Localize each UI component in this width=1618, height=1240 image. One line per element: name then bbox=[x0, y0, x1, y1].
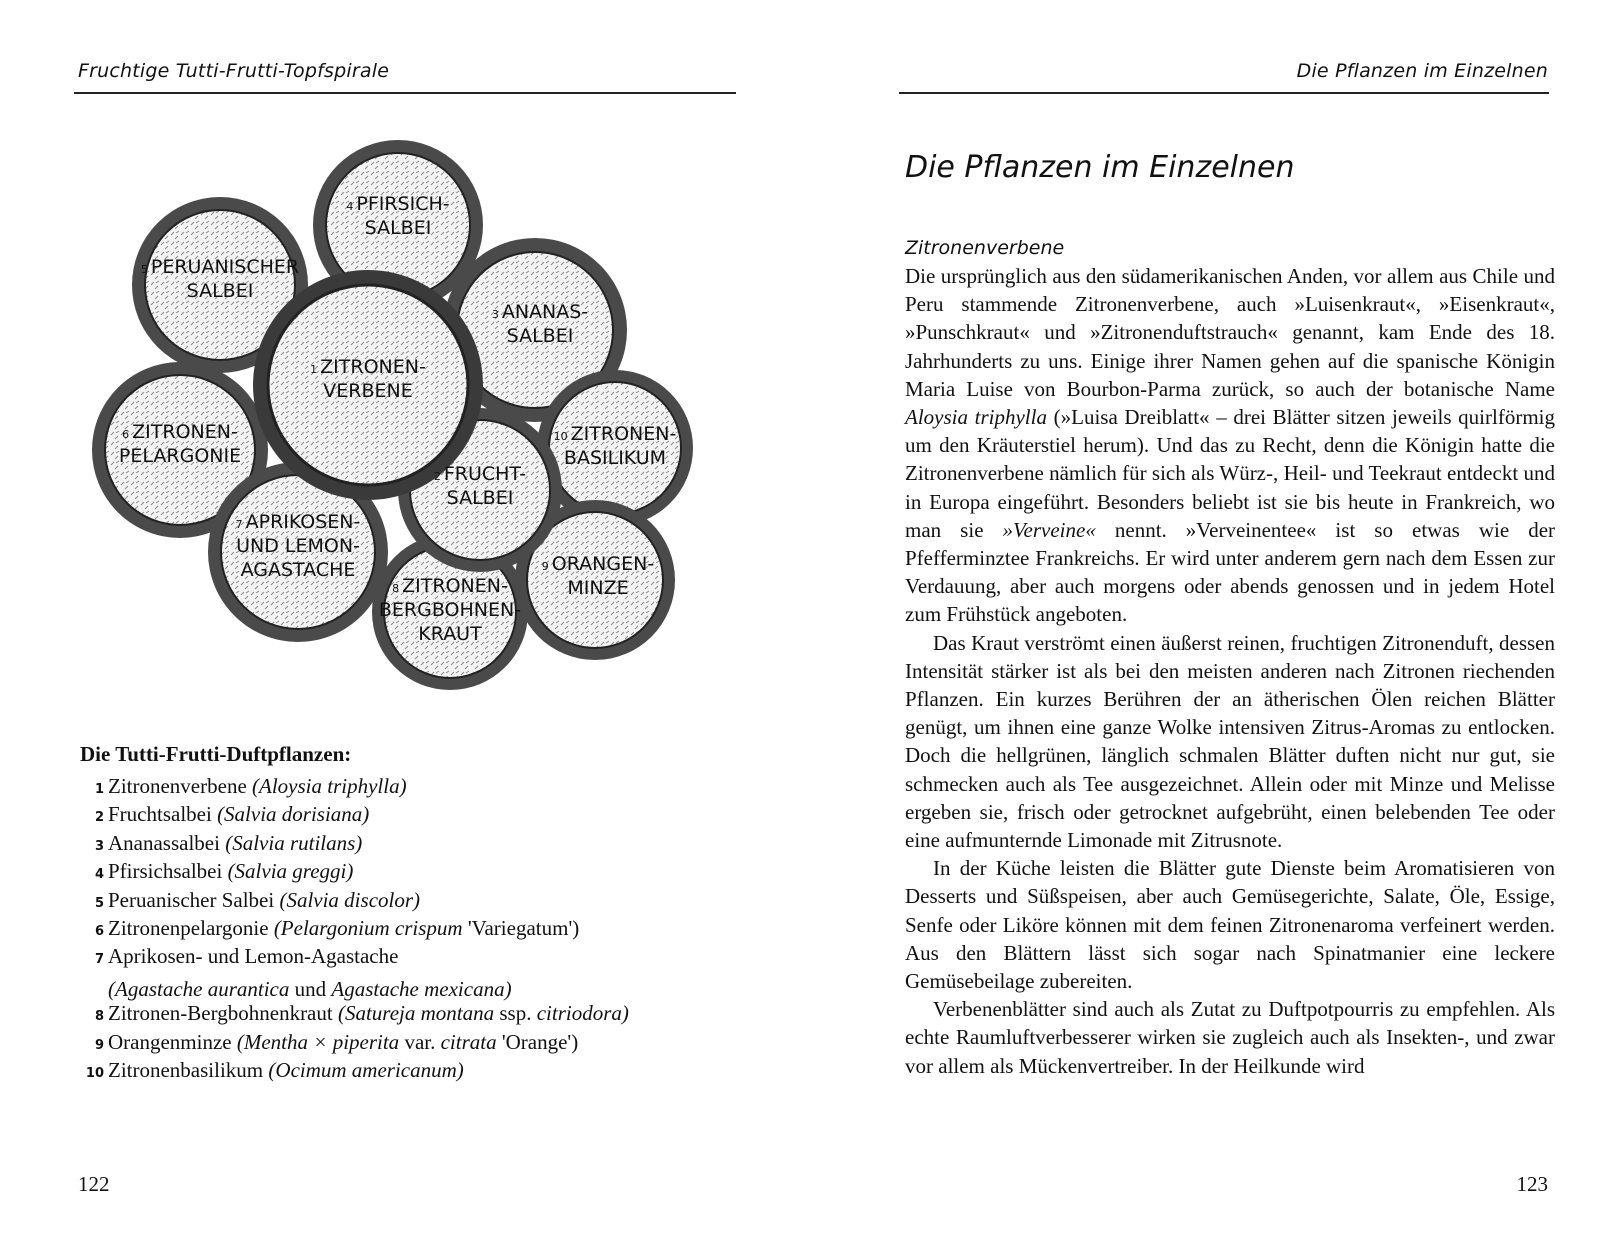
chapter-title: Die Pflanzen im Einzelnen bbox=[905, 150, 1295, 185]
paragraph-1: Die ursprünglich aus den südamerikanischen Anden, vor allem aus Chile und Peru stammende Zitronenverbene, auch »Luisenkraut«, »Eisenkraut«, »Punschkraut« und »Zitronenduftstrauch« genannt, kam Ende des 18. Jahrhunderts zu uns. Einige ihrer Namen gehen auf die spanische Königin Maria Luise von Bourbon-Parma zurück, so auch der botanische Name Aloysia triphylla (»Luisa Dreiblatt« – drei Blätter sitzen jeweils quirlförmig um den Kräuterstiel herum). Und das zu Recht, denn die Königin hatte die Zitronenverbene nämlich für sich als Würz-, Heil- und Teekraut entdeckt und in Europa eingeführt. Besonders beliebt ist sie bis heute in Frankreich, wo man sie »Verveine« nennt. »Verveinentee« ist so etwas wie der Pfefferminztee Frankreichs. Er wird unter anderem gern nach dem Essen zur Verdauung, aber auch morgens oder abends genossen und in jedem Hotel zum Frühstück angeboten. bbox=[905, 264, 1556, 627]
body-text bbox=[905, 234, 1555, 1080]
label-10: 10 ZITRONEN-BASILIKUM bbox=[553, 423, 677, 469]
list-item: 5 Peruanischer Salbei (Salvia discolor) bbox=[94, 887, 421, 912]
page-number-left: 122 bbox=[78, 1172, 110, 1196]
list-item: 8 Zitronen-Bergbohnenkraut (Satureja montana ssp. citriodora) bbox=[94, 1001, 629, 1026]
label-9: 9 ORANGEN-MINZE bbox=[541, 553, 655, 599]
list-item: 1 Zitronenverbene (Aloysia triphylla) bbox=[94, 774, 407, 798]
running-head-left: Fruchtige Tutti-Frutti-Topfspirale bbox=[78, 60, 390, 82]
plant-list-title: Die Tutti-Frutti-Duftpflanzen: bbox=[80, 742, 352, 766]
list-item: 7 Aprikosen- und Lemon-Agastache (Agastache aurantica und Agastache mexicana) bbox=[94, 944, 512, 1001]
plant-list bbox=[80, 772, 740, 1084]
label-2: 2 FRUCHT-SALBEI bbox=[433, 463, 527, 509]
section-title: Zitronenverbene bbox=[905, 237, 1065, 259]
header-rule-left bbox=[74, 92, 736, 94]
header-rule-right bbox=[899, 92, 1549, 94]
list-item: 10 Zitronenbasilikum (Ocimum americanum) bbox=[85, 1057, 464, 1082]
list-item: 2 Fruchtsalbei (Salvia dorisiana) bbox=[94, 802, 370, 827]
right-page bbox=[809, 0, 1618, 1240]
paragraph-3: In der Küche leisten die Blätter gute Dienste beim Aromatisieren von Desserts und Süßspeisen, aber auch Gemüsegerichte, Salate, Öle, Essige, Senfe oder Liköre können mit dem feinen Zitronenaroma verfeinert werden. Aus den Blättern lässt sich sogar nach Spinatmanier eine leckere Gemüsebeilage zubereiten. bbox=[905, 856, 1555, 994]
list-item: 9 Orangenminze (Mentha × piperita var. citrata 'Orange') bbox=[94, 1029, 579, 1054]
label-4: 4 PFIRSICH-SALBEI bbox=[346, 193, 450, 239]
label-3: 3 ANANAS-SALBEI bbox=[491, 301, 589, 347]
list-item: 4 Pfirsichsalbei (Salvia greggi) bbox=[94, 859, 354, 884]
paragraph-4: Verbenenblätter sind auch als Zutat zu Duftpotpourris zu empfehlen. Als echte Raumluftverbesserer wirken sie zugleich auch als Insekten-, und zwar vor allem als Mückenvertreiber. In der Heilkunde wird bbox=[905, 997, 1555, 1078]
running-head-right: Die Pflanzen im Einzelnen bbox=[1296, 60, 1548, 82]
label-1: 1 ZITRONEN-VERBENE bbox=[310, 356, 426, 402]
label-8: 8 ZITRONEN-BERGBOHNEN-KRAUT bbox=[378, 575, 522, 645]
pot-spiral-illustration bbox=[80, 130, 730, 710]
list-item: 6 Zitronenpelargonie (Pelargonium crispum 'Variegatum') bbox=[94, 915, 580, 940]
list-item: 3 Ananassalbei (Salvia rutilans) bbox=[94, 830, 363, 855]
label-7: 7 APRIKOSEN-UND LEMON-AGASTACHE bbox=[235, 511, 361, 581]
page-number-right: 123 bbox=[1516, 1172, 1548, 1196]
label-5: 5 PERUANISCHER SALBEI bbox=[140, 256, 300, 302]
paragraph-2: Das Kraut verströmt einen äußerst reinen, fruchtigen Zitronenduft, dessen Intensität stärker ist als bei den meisten anderen nach Zitronen riechenden Pflanzen. Ein kurzes Berühren der an ätherischen Ölen reichen Blätter genügt, um ihnen eine ganze Wolke intensiven Zitrus-Aromas zu entlocken. Doch die hellgrünen, länglich schmalen Blätter duften nicht nur gut, sie schmecken auch als Tee ausgezeichnet. Allein oder mit Minze und Melisse ergeben sie, frisch oder getrocknet aufgebrüht, einen belebenden Tee oder eine aufmunternde Limonade mit Zitrusnote. bbox=[905, 630, 1555, 853]
label-6: 6 ZITRONEN-PELARGONIE bbox=[118, 421, 242, 467]
